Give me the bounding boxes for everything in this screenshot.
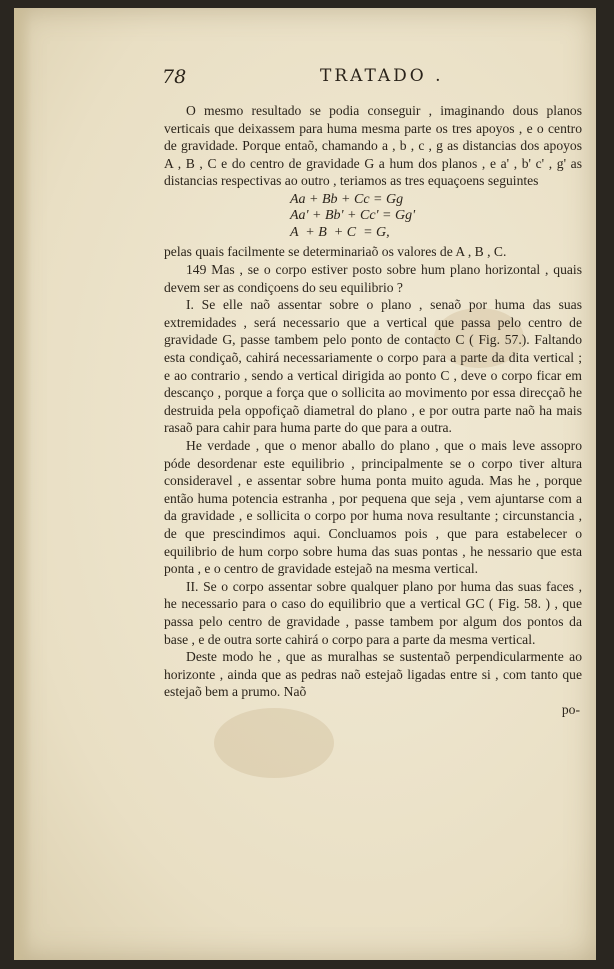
running-title: TRATADO . bbox=[320, 66, 444, 86]
paragraph-3: 149 Mas , se o corpo estiver posto sobre hum plano horizontal , quais devem ser as condiçoens do seu equilibrio ? bbox=[164, 262, 582, 295]
paragraph-1: O mesmo resultado se podia conseguir , imaginando dous planos verticais que deixassem para huma mesma parte os tres apoyos , e o centro de gravidade. Porque entaõ, chamando a , b , c , g as distancias dos apoyos A , B , C e do centro de gravidade G a hum dos planos , e a' , b' c' , g' as distancias respectivas ao outro , teriamos as tres equaçoens seguintes bbox=[164, 103, 582, 189]
page-gutter-shadow bbox=[14, 8, 32, 960]
book-page bbox=[14, 8, 596, 960]
paragraph-7: Deste modo he , que as muralhas se sustentaõ perpendicularmente ao horizonte , ainda que as pedras naõ estejaõ ligadas entre si , com tanto que estejaõ bem a prumo. Naõ bbox=[164, 649, 582, 700]
catchword: po- bbox=[561, 701, 580, 717]
page-header bbox=[162, 66, 592, 90]
equation-line: Aa' + Bb' + Cc' = Gg' bbox=[290, 208, 416, 224]
paragraph-6: II. Se o corpo assentar sobre qualquer plano por huma das suas faces , he necessario para o caso do equilibrio que a vertical GC ( Fig. 58. ) , que passa pelo centro de gravidade , passe tambem por algum dos pontos da base , e de outra sorte cahirá o corpo para a parte da mesma vertical. bbox=[164, 578, 582, 647]
paper-stain bbox=[214, 708, 334, 778]
paragraph-2: pelas quais facilmente se determinariaõ os valores de A , B , C. bbox=[164, 244, 507, 260]
paragraph-5: He verdade , que o menor aballo do plano , que o mais leve assopro póde desordenar este equilibrio , principalmente se o corpo tiver altura consideravel , e assentar sobre huma ponta muito aguda. Mas he , porque então huma potencia estranha , por pequena que seja , vem ajuntarse com a da gravidade , e sollicita o corpo por huma nova resultante ; circunstancia , de que prescindimos aqui. Concluamos pois , que para estabelecer o equilibrio de hum corpo sobre huma das suas pontas , he nessario que esta ponta , e o centro de gravidade estejaõ na mesma vertical. bbox=[164, 438, 582, 577]
body-text bbox=[164, 102, 582, 719]
equation-line: A + B + C = G, bbox=[290, 224, 390, 240]
equation-block bbox=[290, 192, 582, 242]
equation-line: Aa + Bb + Cc = Gg bbox=[290, 191, 404, 207]
paragraph-4: I. Se elle naõ assentar sobre o plano , senaõ por huma das suas extremidades , será necessario que a vertical que passa pelo centro de gravidade G, passe tambem pelo ponto de contacto C ( Fig. 57.). Faltando esta condiçaõ, cahirá necessariamente o corpo para a parte da dita vertical ; e ao contrario , sendo a vertical dirigida ao ponto C , deve o corpo ficar em descanço , porque a força que o sollicita ao movimento por essa direcçaõ he destruida pela oppofiçaõ diametral do plano , e por outra parte naõ ha mais rasaõ para cahir para huma parte do que para a outra. bbox=[164, 297, 582, 436]
page-number: 78 bbox=[162, 66, 187, 88]
